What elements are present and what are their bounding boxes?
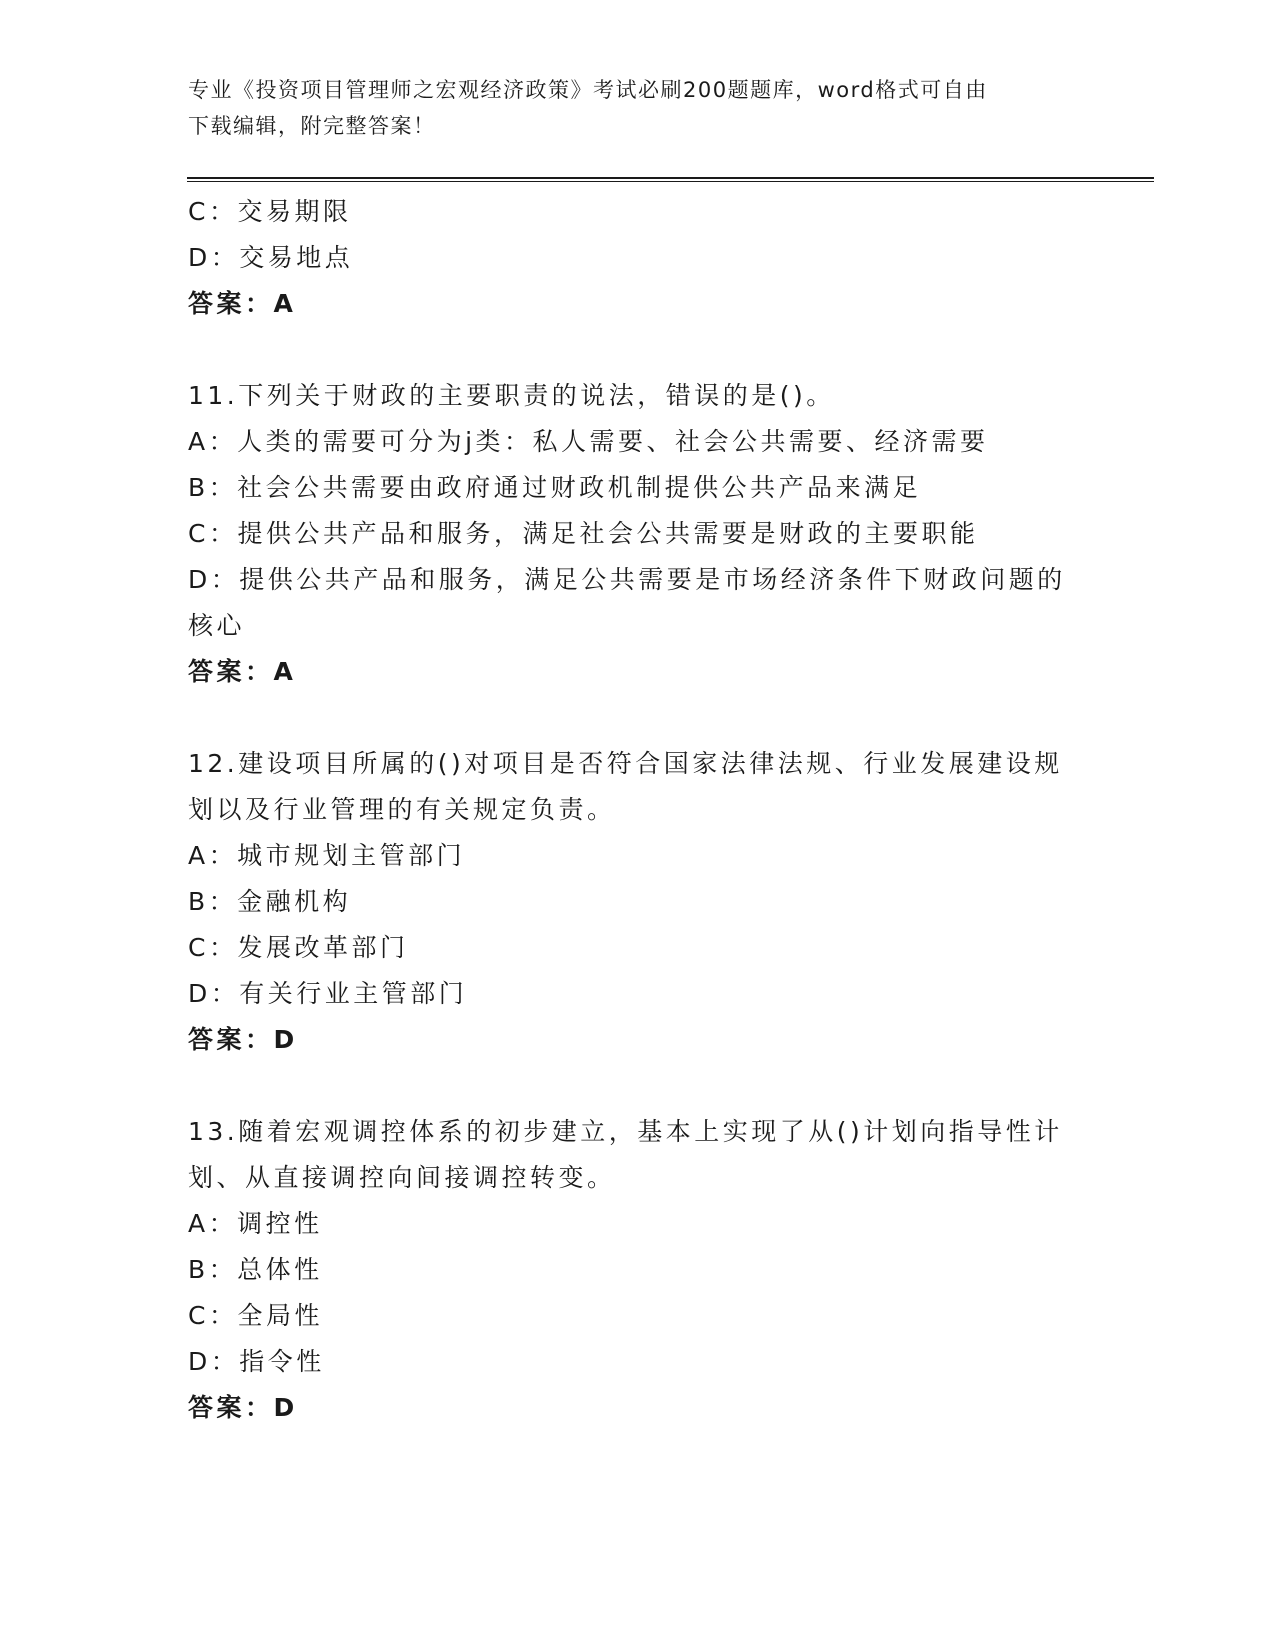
option-a: A：调控性 <box>188 1209 323 1238</box>
option-a: A：人类的需要可分为j类：私人需要、社会公共需要、经济需要 <box>188 427 989 456</box>
answer: 答案：D <box>188 1025 298 1054</box>
answer: 答案：A <box>188 289 297 318</box>
question-list <box>188 189 1088 1431</box>
question-stem: 12.建设项目所属的()对项目是否符合国家法律法规、行业发展建设规 <box>188 749 1063 778</box>
answer: 答案：D <box>188 1393 298 1422</box>
question-stem-continued: 划、从直接调控向间接调控转变。 <box>188 1163 616 1192</box>
option-b: B：总体性 <box>188 1255 323 1284</box>
option-c: C：发展改革部门 <box>188 933 409 962</box>
option-c: C：提供公共产品和服务，满足社会公共需要是财政的主要职能 <box>188 519 979 548</box>
spacer <box>188 695 1088 741</box>
header-line-1: 专业《投资项目管理师之宏观经济政策》考试必刷200题题库，word格式可自由 <box>188 78 988 102</box>
option-d-continued: 核心 <box>188 611 246 640</box>
spacer <box>188 1063 1088 1109</box>
option-b: B：金融机构 <box>188 887 352 916</box>
prev-question <box>188 189 1088 327</box>
question-11 <box>188 373 1088 695</box>
answer: 答案：A <box>188 657 297 686</box>
option-c: C：交易期限 <box>188 197 352 226</box>
question-stem: 11.下列关于财政的主要职责的说法，错误的是()。 <box>188 381 835 410</box>
option-d: D：交易地点 <box>188 243 354 272</box>
header-rule-thick <box>187 177 1154 179</box>
header-line-2: 下载编辑，附完整答案！ <box>188 114 436 138</box>
option-c: C：全局性 <box>188 1301 323 1330</box>
option-d: D：提供公共产品和服务，满足公共需要是市场经济条件下财政问题的 <box>188 565 1066 594</box>
question-stem-continued: 划以及行业管理的有关规定负责。 <box>188 795 616 824</box>
header-rule-thin <box>187 181 1154 182</box>
option-d: D：指令性 <box>188 1347 325 1376</box>
question-12 <box>188 741 1088 1063</box>
option-a: A：城市规划主管部门 <box>188 841 466 870</box>
option-d: D：有关行业主管部门 <box>188 979 468 1008</box>
document-header <box>188 72 1078 144</box>
question-stem: 13.随着宏观调控体系的初步建立，基本上实现了从()计划向指导性计 <box>188 1117 1063 1146</box>
question-13 <box>188 1109 1088 1431</box>
spacer <box>188 327 1088 373</box>
option-b: B：社会公共需要由政府通过财政机制提供公共产品来满足 <box>188 473 922 502</box>
